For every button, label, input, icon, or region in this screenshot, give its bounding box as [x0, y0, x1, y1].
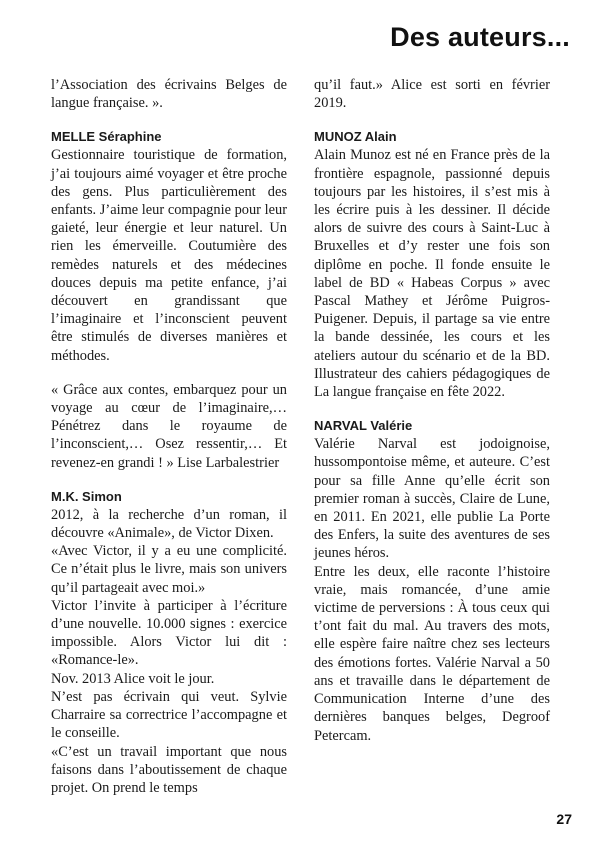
- author-quote-melle: « Grâce aux contes, embarquez pour un voyage au cœur de l’imaginaire,… Pénétrez dans le royaume de l’inconscient,… Osez ressentir,… Et revenez-en grandi ! » Lise Larbalestrier: [51, 381, 287, 471]
- author-name-narval: NARVAL Valérie: [314, 418, 413, 434]
- intro-paragraph: l’Association des écrivains Belges de langue française. ».: [51, 77, 287, 112]
- author-paragraph: Victor l’invite à participer à l’écriture d’une nouvelle. 10.000 signes : exercice impossible. Alors Victor lui dit : «Romance-le».: [51, 597, 287, 669]
- author-paragraph: 2012, à la recherche d’un roman, il découvre «Animale», de Victor Dixen.: [51, 506, 287, 542]
- right-column: [314, 76, 550, 745]
- author-paragraph: Valérie Narval est jodoignoise, hussompontoise même, et auteure. C’est pour sa fille Anne qu’elle écrit son premier roman à succès, Claire de Lune, en 2011. En 2021, elle publie La Porte des Enfers, la suite des aventures de ses jeunes héros.: [314, 436, 550, 562]
- author-name-melle: MELLE Séraphine: [51, 129, 162, 145]
- continuation-paragraph: qu’il faut.» Alice est sorti en février 2019.: [314, 77, 550, 112]
- page-title: Des auteurs...: [390, 22, 570, 52]
- author-bio-melle: Gestionnaire touristique de formation, j’ai toujours aimé voyager et être proche des gens. Plus particulièrement des enfants. J’aime leur compagnie pour leur gaieté, leur énergie et leur naturel. Un rien les émerveille. Coutumière des remèdes naturels et des médecines douces depuis ma petite enfance, j’ai découvert en grandissant que l’imaginaire et l’inconscient peuvent être stimulés de diverses manières et méthodes.: [51, 147, 287, 364]
- author-paragraph: Nov. 2013 Alice voit le jour.: [51, 670, 215, 687]
- author-paragraph: «Avec Victor, il y a eu une complicité. Ce n’était plus le livre, mais son univers qu’il partageait avec moi.»: [51, 543, 287, 596]
- author-paragraph: «C’est un travail important que nous faisons dans l’aboutissement de chaque projet. On prend le temps: [51, 743, 287, 796]
- author-name-simon: M.K. Simon: [51, 488, 122, 504]
- page-number: 27: [556, 811, 572, 827]
- left-column: [51, 76, 287, 797]
- author-bio-munoz: Alain Munoz est né en France près de la frontière espagnole, passionné depuis toujours par les histoires, il s’est mis à les écrire puis à les dessiner. Il décide alors de suivre des cours à Saint-Luc à Bruxelles et d’y rester une fois son diplôme en poche. Il fonde ensuite le label de BD « Habeas Corpus » avec Pascal Mathey et Jérôme Puigros-Puigener. Depuis, il partage sa vie entre la bande dessinée, les cours et les ateliers autour du scénario et de la BD. Illustrateur des cahiers pédagogiques de La langue française en fête 2022.: [314, 147, 550, 401]
- author-paragraph: Entre les deux, elle raconte l’histoire vraie, mais romancée, d’une amie victime de perversions : À tous ceux qui t’ont fait du mal. Au travers des mots, elle espère faire naître chez ses lecteurs des émotions fortes. Valérie Narval a 50 ans et travaille dans le département de Communication Interne d’une des dernières banques belges, Degroof Petercam.: [314, 563, 550, 744]
- author-paragraph: N’est pas écrivain qui veut. Sylvie Charraire sa correctrice l’accompagne et le conseille.: [51, 688, 287, 742]
- author-name-munoz: MUNOZ Alain: [314, 129, 397, 145]
